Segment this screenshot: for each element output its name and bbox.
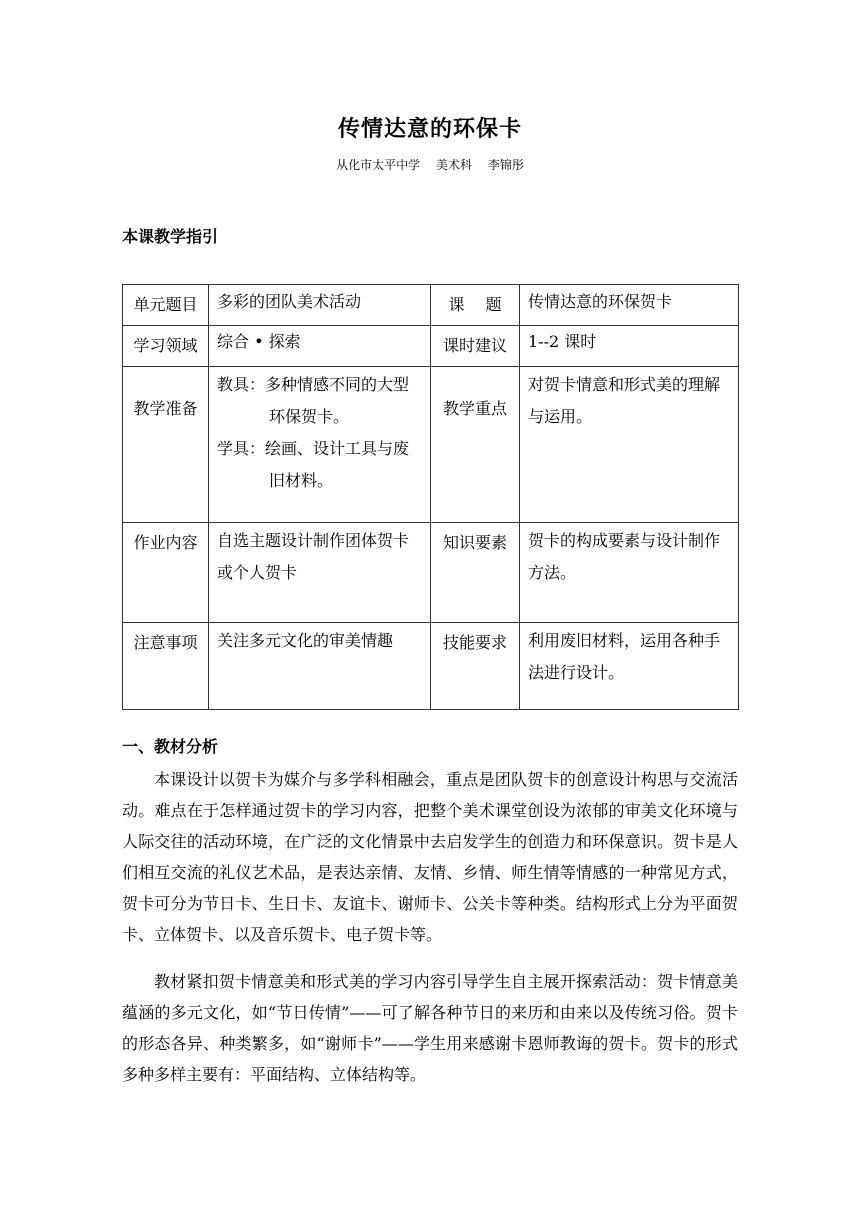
author-name: 李锦彤 bbox=[487, 158, 524, 172]
section-heading-guide: 本课教学指引 bbox=[122, 227, 219, 246]
table-row bbox=[123, 326, 739, 367]
subject-name: 美术科 bbox=[435, 158, 472, 172]
table-cell bbox=[209, 367, 431, 523]
paragraph: 教材紧扣贺卡情意美和形式美的学习内容引导学生自主展开探索活动：贺卡情意美蕴涵的多元文化，如“节日传情”——可了解各种节日的来历和由来以及传统习俗。贺卡的形态各异、种类繁多，如“谢师卡”——学生用来感谢卡恩师教诲的贺卡。贺卡的形式多种多样主要有：平面结构、立体结构等。 bbox=[122, 972, 738, 1084]
table-cell: 贺卡的构成要素与设计制作方法。 bbox=[520, 523, 739, 623]
table-label: 学习领域 bbox=[123, 326, 209, 367]
teaching-aid-line: 教具：多种情感不同的大型 bbox=[217, 375, 410, 394]
table-row bbox=[123, 285, 739, 326]
section-heading-analysis: 一、教材分析 bbox=[122, 737, 219, 756]
table-cell: 多彩的团队美术活动 bbox=[209, 285, 431, 326]
paragraph: 本课设计以贺卡为媒介与多学科相融会，重点是团队贺卡的创意设计构思与交流活动。难点在于怎样通过贺卡的学习内容，把整个美术课堂创设为浓郁的审美文化环境与人际交往的活动环境，在广泛的文化情景中去启发学生的创造力和环保意识。贺卡是人们相互交流的礼仪艺术品，是表达亲情、友情、乡情、师生情等情感的一种常见方式，贺卡可分为节日卡、生日卡、友谊卡、谢师卡、公关卡等种类。结构形式上分为平面贺卡、立体贺卡、以及音乐贺卡、电子贺卡等。 bbox=[122, 770, 738, 944]
table-label: 技能要求 bbox=[431, 623, 520, 710]
table-row bbox=[123, 523, 739, 623]
table-label: 课 题 bbox=[431, 285, 520, 326]
table-label: 教学重点 bbox=[431, 367, 520, 523]
table-cell: 对贺卡情意和形式美的理解与运用。 bbox=[520, 367, 739, 523]
table-cell: 综合 • 探索 bbox=[209, 326, 431, 367]
lesson-guide-table bbox=[122, 284, 739, 710]
document-title: 传情达意的环保卡 bbox=[337, 116, 522, 142]
table-label: 知识要素 bbox=[431, 523, 520, 623]
learning-aid-line: 旧材料。 bbox=[269, 471, 334, 490]
table-cell: 自选主题设计制作团体贺卡或个人贺卡 bbox=[209, 523, 431, 623]
table-row bbox=[123, 623, 739, 710]
table-cell: 1--2 课时 bbox=[520, 326, 739, 367]
school-name: 从化市太平中学 bbox=[336, 158, 421, 172]
table-label: 课时建议 bbox=[431, 326, 520, 367]
learning-aid-line: 学具：绘画、设计工具与废 bbox=[217, 439, 410, 458]
table-label: 注意事项 bbox=[123, 623, 209, 710]
table-label: 单元题目 bbox=[123, 285, 209, 326]
author-line bbox=[0, 156, 860, 173]
table-label: 作业内容 bbox=[123, 523, 209, 623]
table-row bbox=[123, 367, 739, 523]
table-label: 教学准备 bbox=[123, 367, 209, 523]
teaching-aid-line: 环保贺卡。 bbox=[269, 407, 350, 426]
table-cell: 关注多元文化的审美情趣 bbox=[209, 623, 431, 710]
table-cell: 利用废旧材料，运用各种手法进行设计。 bbox=[520, 623, 739, 710]
table-cell: 传情达意的环保贺卡 bbox=[520, 285, 739, 326]
